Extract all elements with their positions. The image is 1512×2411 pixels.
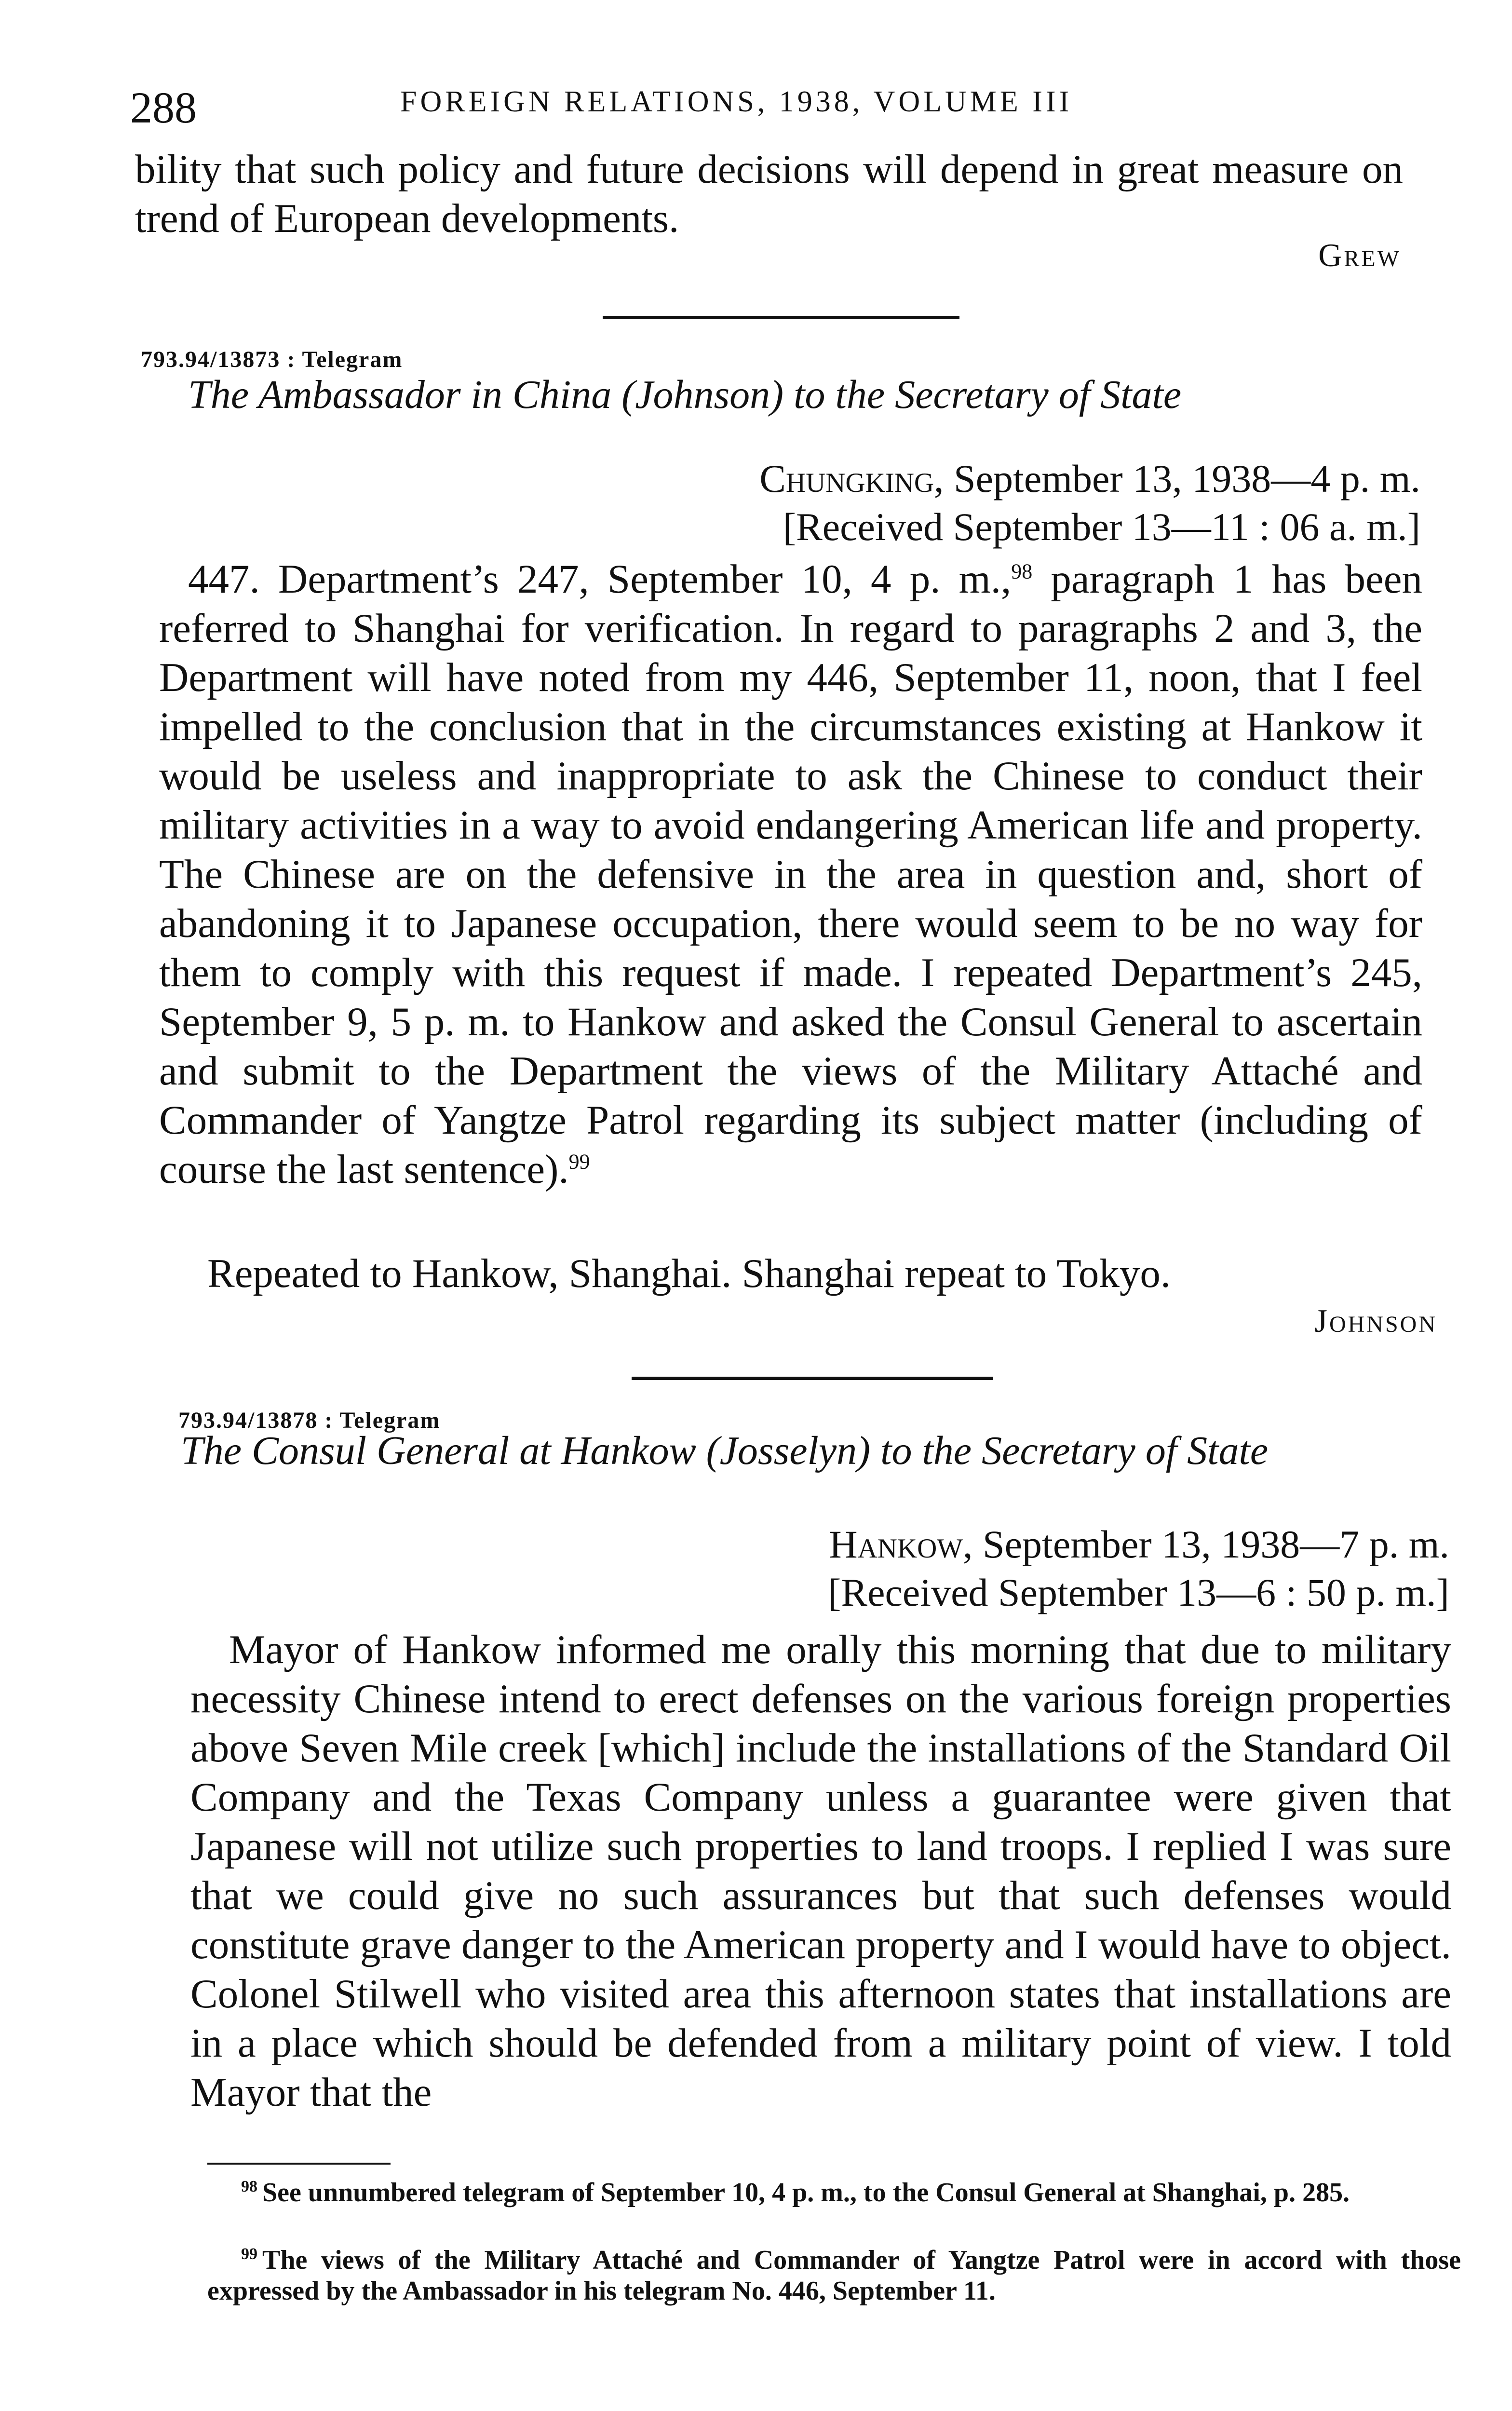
telegram-paragraph xyxy=(159,555,1422,1194)
document-title: The Ambassador in China (Johnson) to the Secretary of State xyxy=(188,372,1182,417)
dateline-received: [Received September 13—11 : 06 a. m.] xyxy=(783,505,1420,549)
running-head xyxy=(130,82,1422,140)
footnote-text: See unnumbered telegram of September 10, 4 p. m., to the Consul General at Shanghai, p. 285. xyxy=(262,2178,1350,2208)
continuation-paragraph: bility that such policy and future decisions will depend in great measure on trend of European developments. xyxy=(135,147,1403,241)
file-reference: 793.94/13873 : Telegram xyxy=(141,347,403,372)
running-title: FOREIGN RELATIONS, 1938, VOLUME III xyxy=(400,85,1073,118)
footnote-99 xyxy=(207,2245,1461,2306)
footnote-mark: 98 xyxy=(241,2178,257,2196)
document-title: The Consul General at Hankow (Josselyn) to the Secretary of State xyxy=(181,1428,1269,1473)
paragraph-text: paragraph 1 has been referred to Shanghai for verification. In regard to paragraphs 2 and 3, the Department will have noted from my 446, September 11, noon, that I feel impelled to the conclusion that in the circumstances existing at Hankow it would be useless and inappropriate to ask the Chinese to conduct their military activities in a way to avoid endangering American life and property. The Chinese are on the defensive in the area in question and, short of abandoning it to Japanese occupation, there would seem to be no way for them to comply with this request if made. I repeated Department’s 245, September 9, 5 p. m. to Hankow and asked the Consul General to ascertain and submit to the Department the views of the Military Attaché and Commander of Yangtze Patrol regarding its subject matter (including of course the last sentence). xyxy=(159,556,1422,1192)
footnote-reference: 98 xyxy=(1011,559,1033,583)
section-divider xyxy=(632,1377,993,1380)
footnote-mark: 99 xyxy=(241,2245,257,2263)
section-divider xyxy=(603,316,959,319)
dateline-date: , September 13, 1938—4 p. m. xyxy=(934,457,1420,501)
dateline-sent xyxy=(829,1521,1449,1568)
telegram-paragraph: Mayor of Hankow informed me orally this morning that due to military necessity Chinese intend to erect defenses on the various foreign properties above Seven Mile creek [which] include the installations of the Standard Oil Company and the Texas Company unless a guarantee were given that Japanese will not utilize such properties to land troops. I replied I was sure that we could give no such assurances but that such defenses would constitute grave danger to the American property and I would have to object. Colonel Stilwell who visited area this afternoon states that installations are in a place which should be defended from a military point of view. I told Mayor that the xyxy=(190,1627,1451,2115)
dateline-date: , September 13, 1938—7 p. m. xyxy=(963,1522,1449,1566)
footnote-text: The views of the Military Attaché and Commander of Yangtze Patrol were in accord with those expressed by the Ambassador in his telegram No. 446, September 11. xyxy=(207,2245,1461,2306)
footnote-divider xyxy=(207,2163,391,2165)
dateline-received: [Received September 13—6 : 50 p. m.] xyxy=(828,1571,1449,1614)
dateline-sent xyxy=(759,456,1420,502)
dateline-place: Chungking xyxy=(759,457,934,501)
signature-johnson: Johnson xyxy=(1314,1302,1437,1339)
dateline-place: Hankow xyxy=(829,1522,963,1566)
footnote-reference: 99 xyxy=(568,1150,590,1174)
file-reference: 793.94/13878 : Telegram xyxy=(178,1408,441,1433)
telegram-paragraph: Repeated to Hankow, Shanghai. Shanghai repeat to Tokyo. xyxy=(207,1251,1171,1296)
signature-grew: Grew xyxy=(1318,237,1401,273)
footnote-98 xyxy=(207,2177,1461,2208)
paragraph-text: 447. Department’s 247, September 10, 4 p. m., xyxy=(188,556,1012,602)
page-number: 288 xyxy=(130,83,197,132)
